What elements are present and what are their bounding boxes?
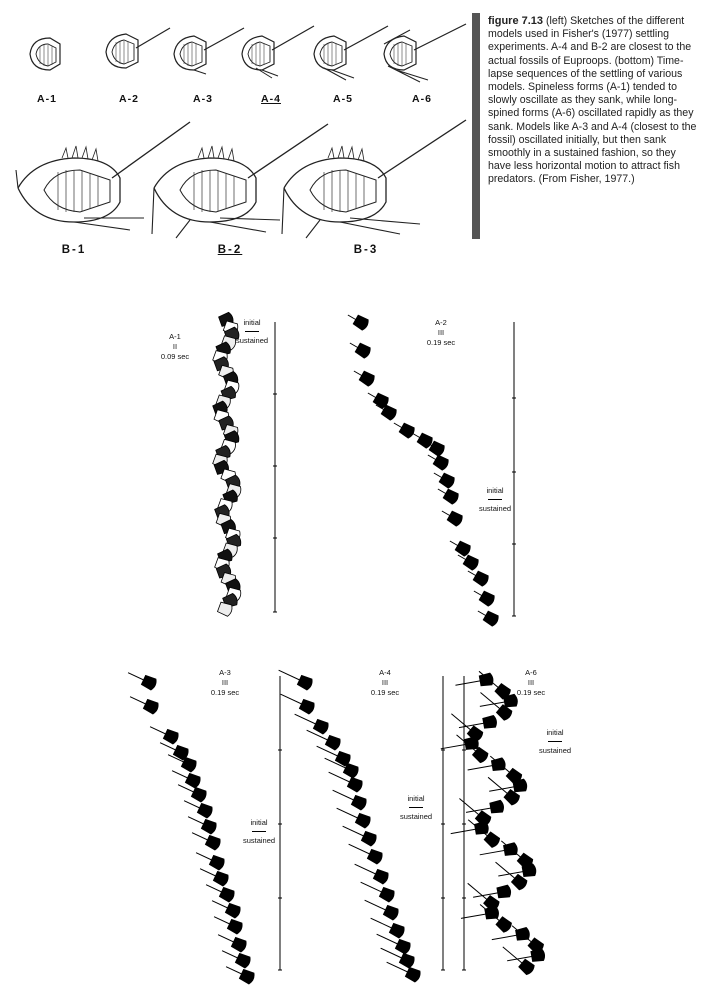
- model-label: A-5: [333, 93, 353, 105]
- sequence-title: A-6 III 0.19 sec: [516, 668, 546, 697]
- sequence-title: A-3 III 0.19 sec: [210, 668, 240, 697]
- scale-bar: [276, 676, 284, 972]
- model-label: A-1: [37, 93, 57, 105]
- model-sketch-a2: [100, 22, 175, 74]
- model-label: A-2: [119, 93, 139, 105]
- sequence-legend: initial sustained: [235, 318, 269, 345]
- model-silhouette: [330, 785, 368, 811]
- model-silhouette: [479, 842, 519, 860]
- figure-caption: [472, 13, 700, 239]
- model-silhouette: [347, 338, 372, 359]
- model-silhouette: [431, 468, 456, 489]
- caption-bar: [472, 13, 480, 239]
- sequence-legend: initial sustained: [242, 818, 276, 845]
- scale-bar: [271, 322, 279, 614]
- model-silhouette: [450, 821, 490, 839]
- figure-number: figure 7.13: [488, 15, 544, 27]
- model-silhouette: [216, 929, 248, 953]
- model-silhouette: [362, 895, 400, 921]
- model-label: B-2: [217, 244, 243, 256]
- sequence-a6: [455, 662, 595, 982]
- model-silhouette: [352, 859, 390, 885]
- caption-text: (left) Sketches of the different models used in Fisher's (1977) settling experiments. A-4 and B-2 are closest to the actual fossils of Euproops. (bottom) Time-lapse sequences of the settling of various models. Spineless forms (A-1) tended to slowly oscillate as they sank, while long-spined forms (A-6) oscillated rapidly as they sank. Models like A-3 and A-4 (closest to the fossil) oscillated initially, but then sank smoothly in a sustained fashion, so they have less horizontal motion to attract fish predators. (From Fisher, 1977.): [488, 15, 697, 186]
- model-silhouette: [467, 758, 507, 776]
- model-silhouette: [148, 721, 180, 745]
- model-sketch-b3: [280, 118, 470, 242]
- model-silhouette: [351, 366, 376, 387]
- sequence-title: A-4 III 0.19 sec: [370, 668, 400, 697]
- sequence-title: A-1 II 0.09 sec: [160, 332, 190, 361]
- sequence-a4: [290, 662, 440, 982]
- model-silhouette: [194, 847, 226, 871]
- model-sketch-a4: [238, 22, 318, 82]
- scale-bar: [460, 676, 468, 972]
- sequence-title: A-2 III 0.19 sec: [426, 318, 456, 347]
- scale-bar: [439, 676, 447, 972]
- model-silhouette: [475, 606, 500, 627]
- model-label: B-1: [61, 244, 87, 256]
- model-silhouette: [345, 310, 370, 331]
- model-label: A-6: [412, 93, 432, 105]
- model-silhouette: [447, 536, 472, 557]
- model-label: A-3: [193, 93, 213, 105]
- sequence-legend: initial sustained: [399, 794, 433, 821]
- model-silhouette: [126, 667, 158, 691]
- model-sketch-a1: [26, 34, 86, 74]
- model-label: B-3: [353, 244, 379, 256]
- model-silhouette: [334, 803, 372, 829]
- model-silhouette: [465, 566, 490, 587]
- sequence-legend: initial sustained: [538, 728, 572, 755]
- sequence-legend: initial sustained: [478, 486, 512, 513]
- model-silhouette: [439, 506, 464, 527]
- model-silhouette: [391, 418, 416, 439]
- model-sketch-a3: [170, 22, 248, 78]
- sequence-a2: [340, 300, 510, 630]
- model-silhouette: [128, 691, 160, 715]
- scale-bar: [510, 322, 518, 618]
- model-silhouette: [471, 586, 496, 607]
- model-sketch-a6: [380, 22, 470, 86]
- model-silhouette: [212, 911, 244, 935]
- model-label: A-4: [261, 93, 281, 105]
